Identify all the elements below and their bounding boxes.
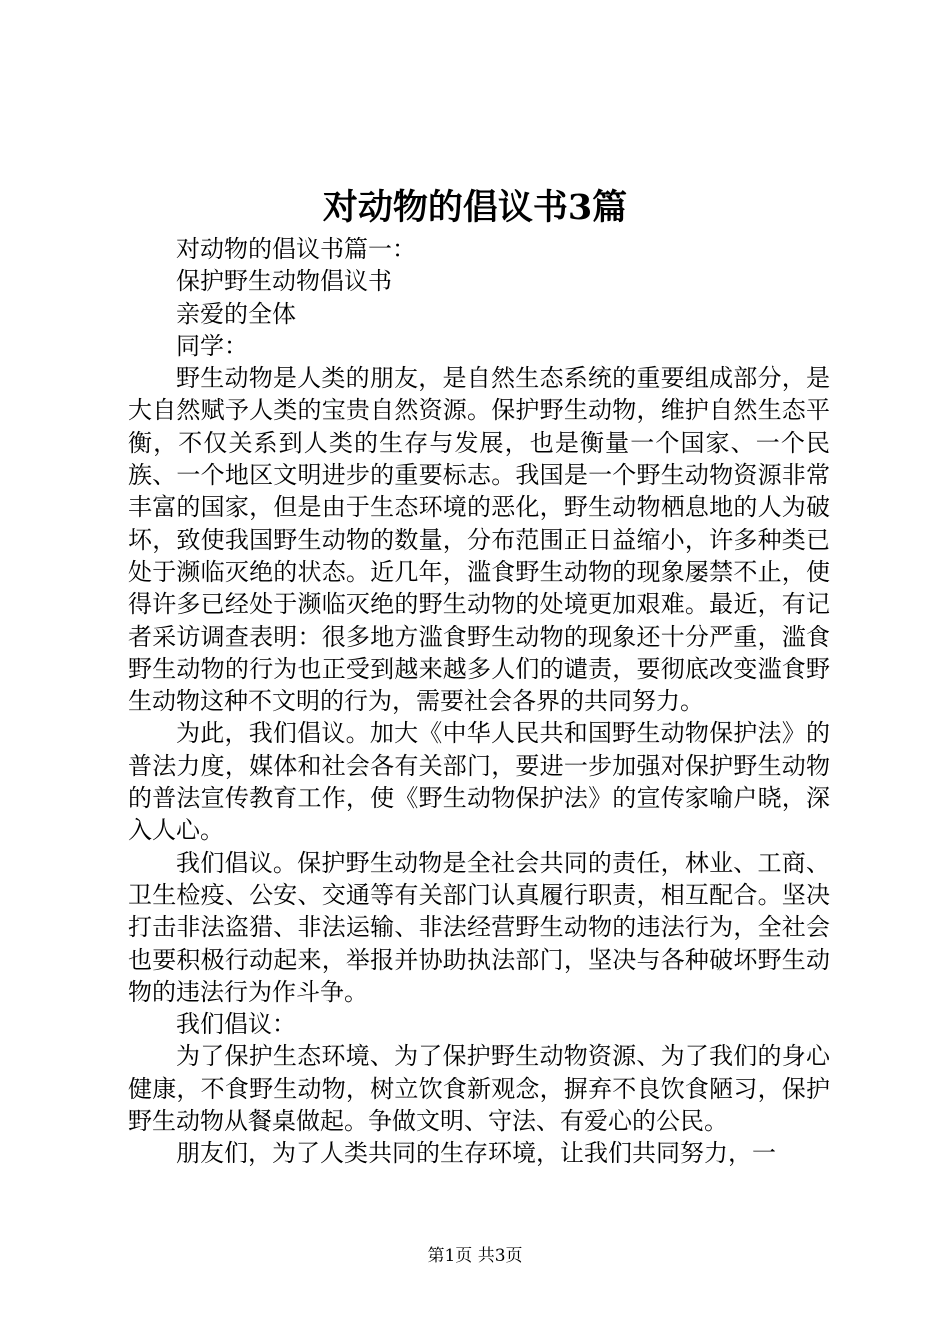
salutation-line: 亲爱的全体 bbox=[176, 299, 296, 328]
document-title: 对动物的倡议书3篇 bbox=[322, 187, 628, 228]
body-paragraph: 我们倡议。保护野生动物是全社会共同的责任，林业、工商、卫生检疫、公安、交通等有关部门认真履行职责，相互配合。坚决打击非法盗猎、非法运输、非法经营野生动物的违法行为，全社会也要积极行动起来，举报并协助执法部门，坚决与各种破坏野生动物的违法行为作斗争。 bbox=[128, 848, 830, 1006]
page-number: 第1页 共3页 bbox=[427, 1246, 523, 1266]
proposal-title: 保护野生动物倡议书 bbox=[176, 267, 392, 296]
section-heading: 对动物的倡议书篇一： bbox=[176, 235, 416, 263]
body-paragraph: 朋友们，为了人类共同的生存环境，让我们共同努力，一 bbox=[176, 1139, 776, 1168]
body-paragraph: 我们倡议： bbox=[176, 1010, 296, 1039]
salutation-line: 同学： bbox=[176, 331, 248, 360]
body-paragraph: 野生动物是人类的朋友，是自然生态系统的重要组成部分，是大自然赋予人类的宝贵自然资源。保护野生动物，维护自然生态平衡，不仅关系到人类的生存与发展，也是衡量一个国家、一个民族、一个地区文明进步的重要标志。我国是一个野生动物资源非常丰富的国家，但是由于生态环境的恶化，野生动物栖息地的人为破坏，致使我国野生动物的数量，分布范围正日益缩小，许多种类已处于濒临灭绝的状态。近几年，滥食野生动物的现象屡禁不止，使得许多已经处于濒临灭绝的野生动物的处境更加艰难。最近，有记者采访调查表明：很多地方滥食野生动物的现象还十分严重，滥食野生动物的行为也正受到越来越多人们的谴责，要彻底改变滥食野生动物这种不文明的行为，需要社会各界的共同努力。 bbox=[128, 364, 830, 716]
body-paragraph: 为此，我们倡议。加大《中华人民共和国野生动物保护法》的普法力度，媒体和社会各有关部门，要进一步加强对保护野生动物的普法宣传教育工作，使《野生动物保护法》的宣传家喻户晓，深入人心。 bbox=[128, 719, 830, 845]
document-body bbox=[128, 233, 830, 1170]
body-paragraph: 为了保护生态环境、为了保护野生动物资源、为了我们的身心健康，不食野生动物，树立饮食新观念，摒弃不良饮食陋习，保护野生动物从餐桌做起。争做文明、守法、有爱心的公民。 bbox=[128, 1042, 830, 1136]
